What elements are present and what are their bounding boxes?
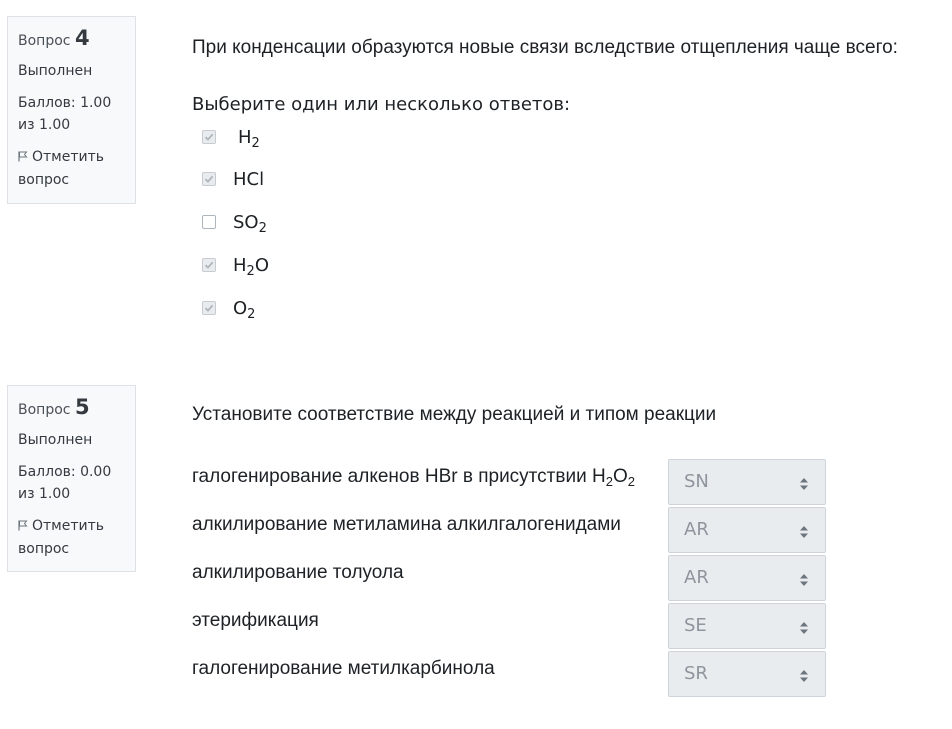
formula-subscript: 2 <box>258 221 267 236</box>
formula-text: HCl <box>233 169 265 190</box>
check-icon <box>204 260 214 270</box>
formula-text: SO <box>233 212 259 233</box>
check-icon <box>204 174 214 184</box>
question-state: Выполнен <box>18 63 93 79</box>
answer-checkbox[interactable] <box>202 130 216 144</box>
question-5-text: Установите соответствие между реакцией и типом реакции <box>192 404 717 425</box>
match-reaction-label <box>192 562 404 584</box>
sort-arrows-icon <box>799 475 809 496</box>
sort-arrows-icon <box>799 523 809 544</box>
selected-value: AR <box>684 567 709 588</box>
answer-label <box>233 254 269 278</box>
formula-text: O <box>254 255 269 276</box>
reaction-text: алкилирование толуола <box>192 562 404 583</box>
formula-text: H <box>238 127 252 148</box>
flag-label: Отметить вопрос <box>18 518 105 557</box>
answer-checkbox[interactable] <box>202 215 216 229</box>
match-reaction-label <box>192 466 635 488</box>
reaction-type-select[interactable] <box>668 459 826 505</box>
sort-arrows-icon <box>799 667 809 688</box>
flag-label: Отметить вопрос <box>18 149 105 188</box>
question-number-value: 5 <box>74 395 90 419</box>
check-icon <box>204 132 214 142</box>
question-4-info <box>7 16 136 204</box>
reaction-type-select[interactable] <box>668 651 826 697</box>
reaction-text: галогенирование алкенов HBr в присутствии H <box>192 466 606 487</box>
selected-value: SE <box>684 615 707 636</box>
formula-subscript: 2 <box>627 474 635 489</box>
question-label: Вопрос <box>18 402 71 418</box>
answer-label <box>233 297 255 321</box>
flag-icon <box>18 520 28 531</box>
question-label: Вопрос <box>18 33 71 49</box>
question-grade: Баллов: 0.00 из 1.00 <box>18 464 112 502</box>
reaction-type-select[interactable] <box>668 507 826 553</box>
selected-value: AR <box>684 519 709 540</box>
formula-text: H <box>233 255 247 276</box>
question-number-value: 4 <box>74 26 90 50</box>
answer-checkbox[interactable] <box>202 301 216 315</box>
selected-value: SN <box>684 471 709 492</box>
flag-icon <box>18 151 28 162</box>
selected-value: SR <box>684 663 708 684</box>
question-5-info <box>7 385 136 572</box>
match-reaction-label <box>192 514 621 536</box>
reaction-type-select[interactable] <box>668 555 826 601</box>
answer-checkbox[interactable] <box>202 258 216 272</box>
reaction-text: галогенирование метилкарбинола <box>192 658 495 679</box>
question-grade: Баллов: 1.00 из 1.00 <box>18 95 112 133</box>
question-number <box>18 394 125 423</box>
question-number <box>18 25 125 54</box>
reaction-text: алкилирование метиламина алкилгалогенидами <box>192 514 621 535</box>
flag-question-link[interactable] <box>18 146 125 192</box>
reaction-text: этерификация <box>192 610 319 631</box>
reaction-type-select[interactable] <box>668 603 826 649</box>
formula-subscript: 2 <box>605 474 613 489</box>
match-reaction-label <box>192 610 319 632</box>
formula-subscript: 2 <box>246 264 255 279</box>
question-4-text: При конденсации образуются новые связи вследствие отщепления чаще всего: <box>192 37 898 58</box>
answer-label <box>233 168 264 192</box>
answer-prompt: Выберите один или несколько ответов: <box>192 94 571 115</box>
check-icon <box>204 303 214 313</box>
match-reaction-label <box>192 658 495 680</box>
sort-arrows-icon <box>799 619 809 640</box>
answer-checkbox[interactable] <box>202 172 216 186</box>
formula-text: O <box>233 298 248 319</box>
answer-label <box>233 211 267 235</box>
answer-label <box>238 126 260 150</box>
sort-arrows-icon <box>799 571 809 592</box>
formula-subscript: 2 <box>251 136 260 151</box>
flag-question-link[interactable] <box>18 515 125 561</box>
formula-subscript: 2 <box>247 307 256 322</box>
reaction-text: O <box>612 466 628 487</box>
question-state: Выполнен <box>18 432 93 448</box>
